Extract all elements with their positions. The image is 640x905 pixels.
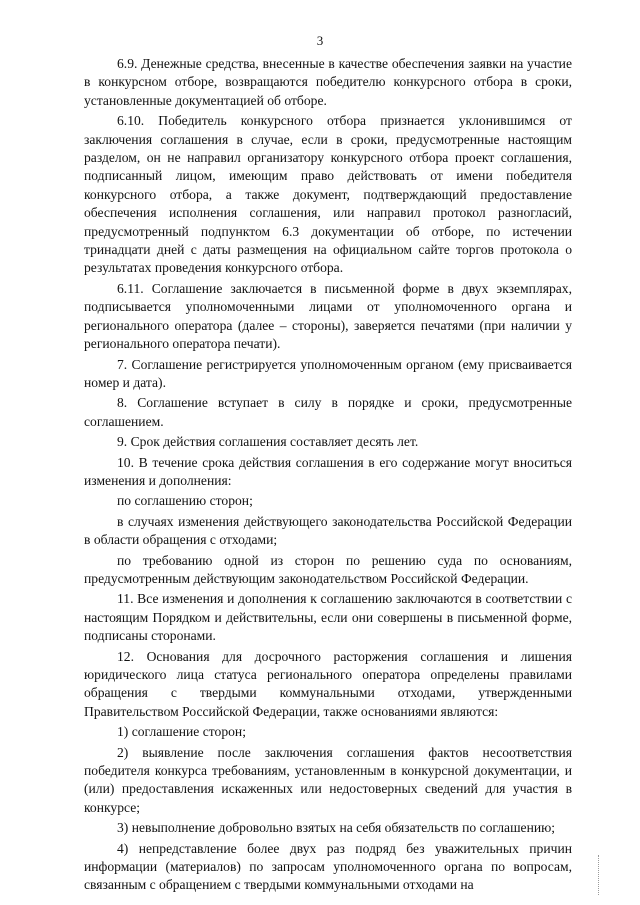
paragraph-6-11: 6.11. Соглашение заключается в письменной форме в двух экземплярах, подписывается уполномоченными лицами от уполномоченного органа и регионального оператора (далее – стороны), заверяется печатями (при наличии у регионального оператора печати). [84, 280, 572, 352]
paragraph-7: 7. Соглашение регистрируется уполномоченным органом (ему присваивается номер и дата). [84, 356, 572, 390]
paragraph-10-item-1: по соглашению сторон; [117, 493, 253, 509]
paragraph-10: 10. В течение срока действия соглашения в его содержание могут вноситься изменения и дополнения: [84, 454, 572, 488]
paragraph-11: 11. Все изменения и дополнения к соглашению заключаются в соответствии с настоящим Порядком и действительны, если они совершены в письменной форме, подписаны сторонами. [84, 591, 572, 644]
paragraph-10-item-3: по требованию одной из сторон по решению суда по основаниям, предусмотренным действующим законодательством Российской Федерации. [84, 552, 572, 586]
paragraph-6-10: 6.10. Победитель конкурсного отбора признается уклонившимся от заключения соглашения в случае, если в сроки, предусмотренные настоящим разделом, он не направил организатору конкурсного отбора проект соглашения, подписанный лицом, имеющим право действовать от имени победителя конкурсного отбора, а также документ, подтверждающий предоставление обеспечения исполнения соглашения, или направил протокол разногласий, предусмотренный подпунктом 6.3 документации об отборе, по истечении тринадцати дней с даты размещения на официальном сайте торгов протокола о результатах проведения конкурсного отбора. [84, 113, 572, 276]
paragraph-12: 12. Основания для досрочного расторжения соглашения и лишения юридического лица статуса регионального оператора определены правилами обращения с твердыми коммунальными отходами, утвержденными Правительством Российской Федерации, также основаниями являются: [84, 648, 572, 719]
paragraph-12-item-1: 1) соглашение сторон; [117, 724, 246, 740]
paragraph-12-item-4: 4) непредставление более двух раз подряд без уважительных причин информации (материалов) по запросам уполномоченного органа по вопросам, связанным с обращением с твердыми коммунальными отходами на [84, 840, 572, 893]
paragraph-6-9: 6.9. Денежные средства, внесенные в качестве обеспечения заявки на участие в конкурсном отборе, возвращаются победителю конкурсного отбора в сроки, установленные документацией об отборе. [84, 56, 572, 108]
paragraph-8: 8. Соглашение вступает в силу в порядке и сроки, предусмотренные соглашением. [84, 395, 572, 429]
paragraph-12-item-2: 2) выявление после заключения соглашения фактов несоответствия победителя конкурса требованиям, установленным в конкурсной документации, и (или) предоставления искаженных или недостоверных сведений для участия в конкурсе; [84, 744, 572, 815]
scan-edge-marks [598, 855, 601, 895]
paragraph-10-item-2: в случаях изменения действующего законодательства Российской Федерации в области обращения с отходами; [84, 513, 572, 548]
paragraph-9: 9. Срок действия соглашения составляет десять лет. [117, 434, 419, 450]
paragraph-12-item-3: 3) невыполнение добровольно взятых на себя обязательств по соглашению; [117, 820, 556, 836]
page-number: 3 [316, 33, 324, 48]
document-body [84, 55, 572, 897]
